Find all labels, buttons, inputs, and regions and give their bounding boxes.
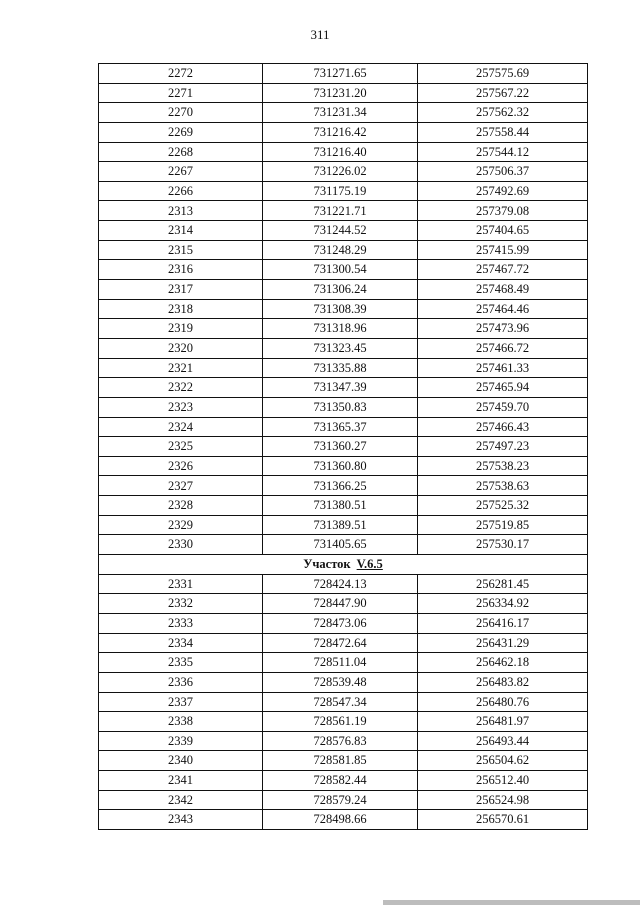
- point-number-cell: 2268: [99, 142, 263, 162]
- x-coordinate-cell: 728581.85: [263, 751, 418, 771]
- y-coordinate-cell: 257544.12: [418, 142, 588, 162]
- x-coordinate-cell: 731300.54: [263, 260, 418, 280]
- point-number-cell: 2267: [99, 162, 263, 182]
- table-row: [99, 280, 588, 300]
- table-row: [99, 103, 588, 123]
- x-coordinate-cell: 731226.02: [263, 162, 418, 182]
- table-row: [99, 338, 588, 358]
- point-number-cell: 2272: [99, 64, 263, 84]
- table-row: [99, 162, 588, 182]
- table-row: [99, 319, 588, 339]
- point-number-cell: 2327: [99, 476, 263, 496]
- y-coordinate-cell: 257459.70: [418, 397, 588, 417]
- table-row: [99, 456, 588, 476]
- point-number-cell: 2271: [99, 83, 263, 103]
- y-coordinate-cell: 256480.76: [418, 692, 588, 712]
- x-coordinate-cell: 731360.80: [263, 456, 418, 476]
- table-row: [99, 712, 588, 732]
- scan-edge-shadow: [383, 900, 640, 905]
- x-coordinate-cell: 731248.29: [263, 240, 418, 260]
- table-row: [99, 810, 588, 830]
- y-coordinate-cell: 257379.08: [418, 201, 588, 221]
- y-coordinate-cell: 256416.17: [418, 613, 588, 633]
- y-coordinate-cell: 257519.85: [418, 515, 588, 535]
- point-number-cell: 2328: [99, 496, 263, 516]
- section-row: [99, 555, 588, 575]
- point-number-cell: 2331: [99, 574, 263, 594]
- y-coordinate-cell: 257575.69: [418, 64, 588, 84]
- y-coordinate-cell: 257461.33: [418, 358, 588, 378]
- y-coordinate-cell: 257497.23: [418, 437, 588, 457]
- table-row: [99, 771, 588, 791]
- x-coordinate-cell: 728547.34: [263, 692, 418, 712]
- y-coordinate-cell: 257558.44: [418, 122, 588, 142]
- y-coordinate-cell: 256512.40: [418, 771, 588, 791]
- point-number-cell: 2324: [99, 417, 263, 437]
- section-code: V.6.5: [356, 557, 383, 572]
- point-number-cell: 2338: [99, 712, 263, 732]
- y-coordinate-cell: 257567.22: [418, 83, 588, 103]
- table-row: [99, 731, 588, 751]
- table-row: [99, 142, 588, 162]
- x-coordinate-cell: 731335.88: [263, 358, 418, 378]
- y-coordinate-cell: 257465.94: [418, 378, 588, 398]
- x-coordinate-cell: 731175.19: [263, 181, 418, 201]
- x-coordinate-cell: 728579.24: [263, 790, 418, 810]
- table-row: [99, 692, 588, 712]
- x-coordinate-cell: 728539.48: [263, 672, 418, 692]
- x-coordinate-cell: 731350.83: [263, 397, 418, 417]
- point-number-cell: 2340: [99, 751, 263, 771]
- point-number-cell: 2316: [99, 260, 263, 280]
- y-coordinate-cell: 257530.17: [418, 535, 588, 555]
- x-coordinate-cell: 728582.44: [263, 771, 418, 791]
- x-coordinate-cell: 731221.71: [263, 201, 418, 221]
- y-coordinate-cell: 257506.37: [418, 162, 588, 182]
- point-number-cell: 2329: [99, 515, 263, 535]
- point-number-cell: 2315: [99, 240, 263, 260]
- table-row: [99, 751, 588, 771]
- point-number-cell: 2313: [99, 201, 263, 221]
- table-row: [99, 83, 588, 103]
- y-coordinate-cell: 257525.32: [418, 496, 588, 516]
- y-coordinate-cell: 257404.65: [418, 221, 588, 241]
- table-row: [99, 437, 588, 457]
- point-number-cell: 2269: [99, 122, 263, 142]
- y-coordinate-cell: 256524.98: [418, 790, 588, 810]
- table-row: [99, 64, 588, 84]
- table-row: [99, 181, 588, 201]
- table-row: [99, 653, 588, 673]
- table-row: [99, 790, 588, 810]
- table-row: [99, 594, 588, 614]
- x-coordinate-cell: 731271.65: [263, 64, 418, 84]
- coordinates-table: [98, 63, 588, 830]
- x-coordinate-cell: 728498.66: [263, 810, 418, 830]
- table-body-after: [99, 574, 588, 829]
- point-number-cell: 2334: [99, 633, 263, 653]
- point-number-cell: 2330: [99, 535, 263, 555]
- y-coordinate-cell: 256281.45: [418, 574, 588, 594]
- page-number: 311: [310, 27, 330, 42]
- point-number-cell: 2333: [99, 613, 263, 633]
- table-row: [99, 633, 588, 653]
- table-row: [99, 496, 588, 516]
- point-number-cell: 2337: [99, 692, 263, 712]
- y-coordinate-cell: 257492.69: [418, 181, 588, 201]
- x-coordinate-cell: 728561.19: [263, 712, 418, 732]
- table-row: [99, 417, 588, 437]
- y-coordinate-cell: 257538.63: [418, 476, 588, 496]
- table-row: [99, 397, 588, 417]
- y-coordinate-cell: 257466.43: [418, 417, 588, 437]
- table-row: [99, 574, 588, 594]
- point-number-cell: 2332: [99, 594, 263, 614]
- point-number-cell: 2336: [99, 672, 263, 692]
- x-coordinate-cell: 731380.51: [263, 496, 418, 516]
- x-coordinate-cell: 731347.39: [263, 378, 418, 398]
- y-coordinate-cell: 257415.99: [418, 240, 588, 260]
- x-coordinate-cell: 731360.27: [263, 437, 418, 457]
- y-coordinate-cell: 256431.29: [418, 633, 588, 653]
- y-coordinate-cell: 257562.32: [418, 103, 588, 123]
- point-number-cell: 2323: [99, 397, 263, 417]
- table-body-before: [99, 64, 588, 555]
- y-coordinate-cell: 256570.61: [418, 810, 588, 830]
- section-label: Участок: [303, 557, 351, 572]
- y-coordinate-cell: 256483.82: [418, 672, 588, 692]
- point-number-cell: 2319: [99, 319, 263, 339]
- point-number-cell: 2318: [99, 299, 263, 319]
- y-coordinate-cell: 257464.46: [418, 299, 588, 319]
- x-coordinate-cell: 731244.52: [263, 221, 418, 241]
- x-coordinate-cell: 731389.51: [263, 515, 418, 535]
- table-row: [99, 515, 588, 535]
- point-number-cell: 2341: [99, 771, 263, 791]
- x-coordinate-cell: 731306.24: [263, 280, 418, 300]
- x-coordinate-cell: 731231.34: [263, 103, 418, 123]
- section-header: [99, 555, 588, 575]
- y-coordinate-cell: 256334.92: [418, 594, 588, 614]
- y-coordinate-cell: 256493.44: [418, 731, 588, 751]
- x-coordinate-cell: 731366.25: [263, 476, 418, 496]
- y-coordinate-cell: 256462.18: [418, 653, 588, 673]
- y-coordinate-cell: 257468.49: [418, 280, 588, 300]
- table-row: [99, 201, 588, 221]
- table-row: [99, 378, 588, 398]
- table-row: [99, 358, 588, 378]
- table-row: [99, 221, 588, 241]
- table-row: [99, 613, 588, 633]
- y-coordinate-cell: 257467.72: [418, 260, 588, 280]
- x-coordinate-cell: 728511.04: [263, 653, 418, 673]
- point-number-cell: 2320: [99, 338, 263, 358]
- table-row: [99, 672, 588, 692]
- point-number-cell: 2322: [99, 378, 263, 398]
- point-number-cell: 2343: [99, 810, 263, 830]
- x-coordinate-cell: 728424.13: [263, 574, 418, 594]
- x-coordinate-cell: 728447.90: [263, 594, 418, 614]
- point-number-cell: 2266: [99, 181, 263, 201]
- table-row: [99, 240, 588, 260]
- y-coordinate-cell: 256481.97: [418, 712, 588, 732]
- x-coordinate-cell: 728576.83: [263, 731, 418, 751]
- point-number-cell: 2314: [99, 221, 263, 241]
- point-number-cell: 2339: [99, 731, 263, 751]
- table-row: [99, 260, 588, 280]
- table-row: [99, 476, 588, 496]
- x-coordinate-cell: 731216.40: [263, 142, 418, 162]
- x-coordinate-cell: 731365.37: [263, 417, 418, 437]
- y-coordinate-cell: 257538.23: [418, 456, 588, 476]
- point-number-cell: 2342: [99, 790, 263, 810]
- x-coordinate-cell: 731405.65: [263, 535, 418, 555]
- y-coordinate-cell: 256504.62: [418, 751, 588, 771]
- section-title-cell: [99, 555, 588, 575]
- x-coordinate-cell: 731323.45: [263, 338, 418, 358]
- point-number-cell: 2326: [99, 456, 263, 476]
- x-coordinate-cell: 731231.20: [263, 83, 418, 103]
- table-row: [99, 122, 588, 142]
- x-coordinate-cell: 728472.64: [263, 633, 418, 653]
- point-number-cell: 2321: [99, 358, 263, 378]
- point-number-cell: 2335: [99, 653, 263, 673]
- y-coordinate-cell: 257466.72: [418, 338, 588, 358]
- point-number-cell: 2317: [99, 280, 263, 300]
- table-row: [99, 299, 588, 319]
- y-coordinate-cell: 257473.96: [418, 319, 588, 339]
- point-number-cell: 2325: [99, 437, 263, 457]
- x-coordinate-cell: 731216.42: [263, 122, 418, 142]
- point-number-cell: 2270: [99, 103, 263, 123]
- table-row: [99, 535, 588, 555]
- x-coordinate-cell: 731318.96: [263, 319, 418, 339]
- x-coordinate-cell: 731308.39: [263, 299, 418, 319]
- x-coordinate-cell: 728473.06: [263, 613, 418, 633]
